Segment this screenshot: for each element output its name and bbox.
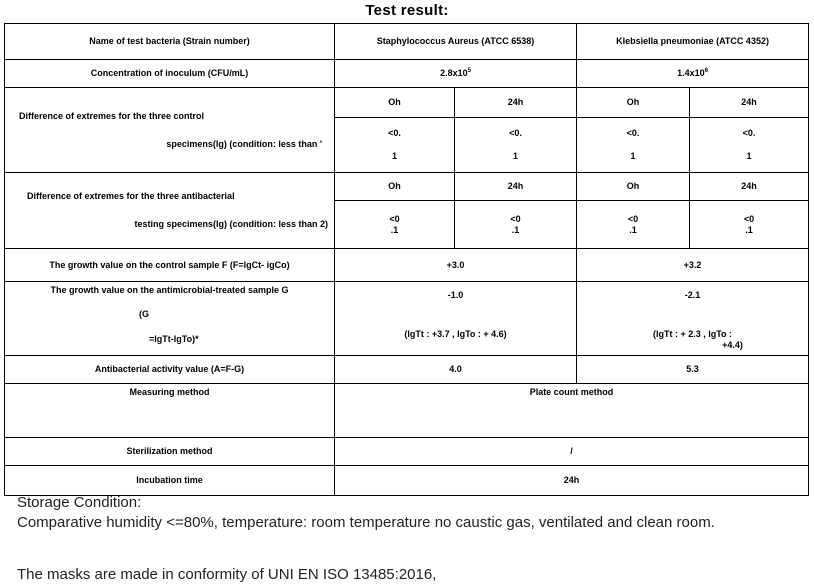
table-row-antibacterial-times [5,173,809,201]
control-time-staph-0h: Oh [335,88,455,118]
label-incubation-time: Incubation time [5,466,335,496]
table-row-growth-f [5,249,809,282]
measuring-method-value: Plate count method [335,384,809,438]
label-growth-g: The growth value on the antimicrobial-treated sample G (G =lgTt-lgTo)* [5,282,335,356]
growth-f-kleb: +3.2 [577,249,809,282]
antibacterial-time-kleb-24h: 24h [690,173,809,201]
label-concentration: Concentration of inoculum (CFU/mL) [5,60,335,88]
table-row-measuring-method [5,384,809,438]
antibacterial-time-kleb-0h: Oh [577,173,690,201]
label-antibacterial-activity: Antibacterial activity value (A=F-G) [5,356,335,384]
label-control-extremes: Difference of extremes for the three control specimens(lg) (condition: less than ' [5,88,335,173]
incubation-time-value: 24h [335,466,809,496]
growth-g-kleb: -2.1 (lgTt : + 2.3 , lgTo : +4.4) [577,282,809,356]
antibacterial-value-kleb-24h: <0 .1 [690,201,809,249]
growth-g-staph: -1.0 (lgTt : +3.7 , lgTo : + 4.6) [335,282,577,356]
antibacterial-value-staph-24h: <0 .1 [455,201,577,249]
table-row-bacteria-name [5,24,809,60]
klebsiella-name: Klebsiella pneumoniae (ATCC 4352) [577,24,809,60]
table-row-sterilization-method [5,438,809,466]
table-row-activity [5,356,809,384]
control-value-staph-0h: <0. 1 [335,118,455,173]
control-time-kleb-0h: Oh [577,88,690,118]
activity-kleb: 5.3 [577,356,809,384]
antibacterial-value-kleb-0h: <0 .1 [577,201,690,249]
page-title: Test result: [365,2,449,19]
conformity-statement: The masks are made in conformity of UNI EN ISO 13485:2016, [17,566,437,583]
antibacterial-value-staph-0h: <0 .1 [335,201,455,249]
label-growth-f: The growth value on the control sample F (F=lgCt- igCo) [5,249,335,282]
control-value-kleb-0h: <0. 1 [577,118,690,173]
staph-concentration: $2.8x10^5$ [335,60,577,88]
label-sterilization-method: Sterilization method [5,438,335,466]
control-value-staph-24h: <0. 1 [455,118,577,173]
table-row-control-times [5,88,809,118]
klebsiella-concentration: $1.4x10^6$ [577,60,809,88]
activity-staph: 4.0 [335,356,577,384]
antibacterial-time-staph-0h: Oh [335,173,455,201]
sterilization-method-value: / [335,438,809,466]
test-result-table [4,23,809,496]
staph-aureus-name: Staphylococcus Aureus (ATCC 6538) [335,24,577,60]
table-row-concentration [5,60,809,88]
label-antibacterial-extremes: Difference of extremes for the three antibacterial testing specimens(lg) (condition: less than 2) [5,173,335,249]
table-row-incubation-time [5,466,809,496]
antibacterial-time-staph-24h: 24h [455,173,577,201]
table-row-growth-g [5,282,809,356]
control-time-kleb-24h: 24h [690,88,809,118]
growth-f-staph: +3.0 [335,249,577,282]
storage-condition-heading: Storage Condition: [17,494,142,511]
label-measuring-method: Measuring method [5,384,335,438]
control-time-staph-24h: 24h [455,88,577,118]
label-test-bacteria: Name of test bacteria (Strain number) [5,24,335,60]
storage-condition-text: Comparative humidity <=80%, temperature: room temperature no caustic gas, ventilated and clean room. [17,514,715,531]
control-value-kleb-24h: <0. 1 [690,118,809,173]
